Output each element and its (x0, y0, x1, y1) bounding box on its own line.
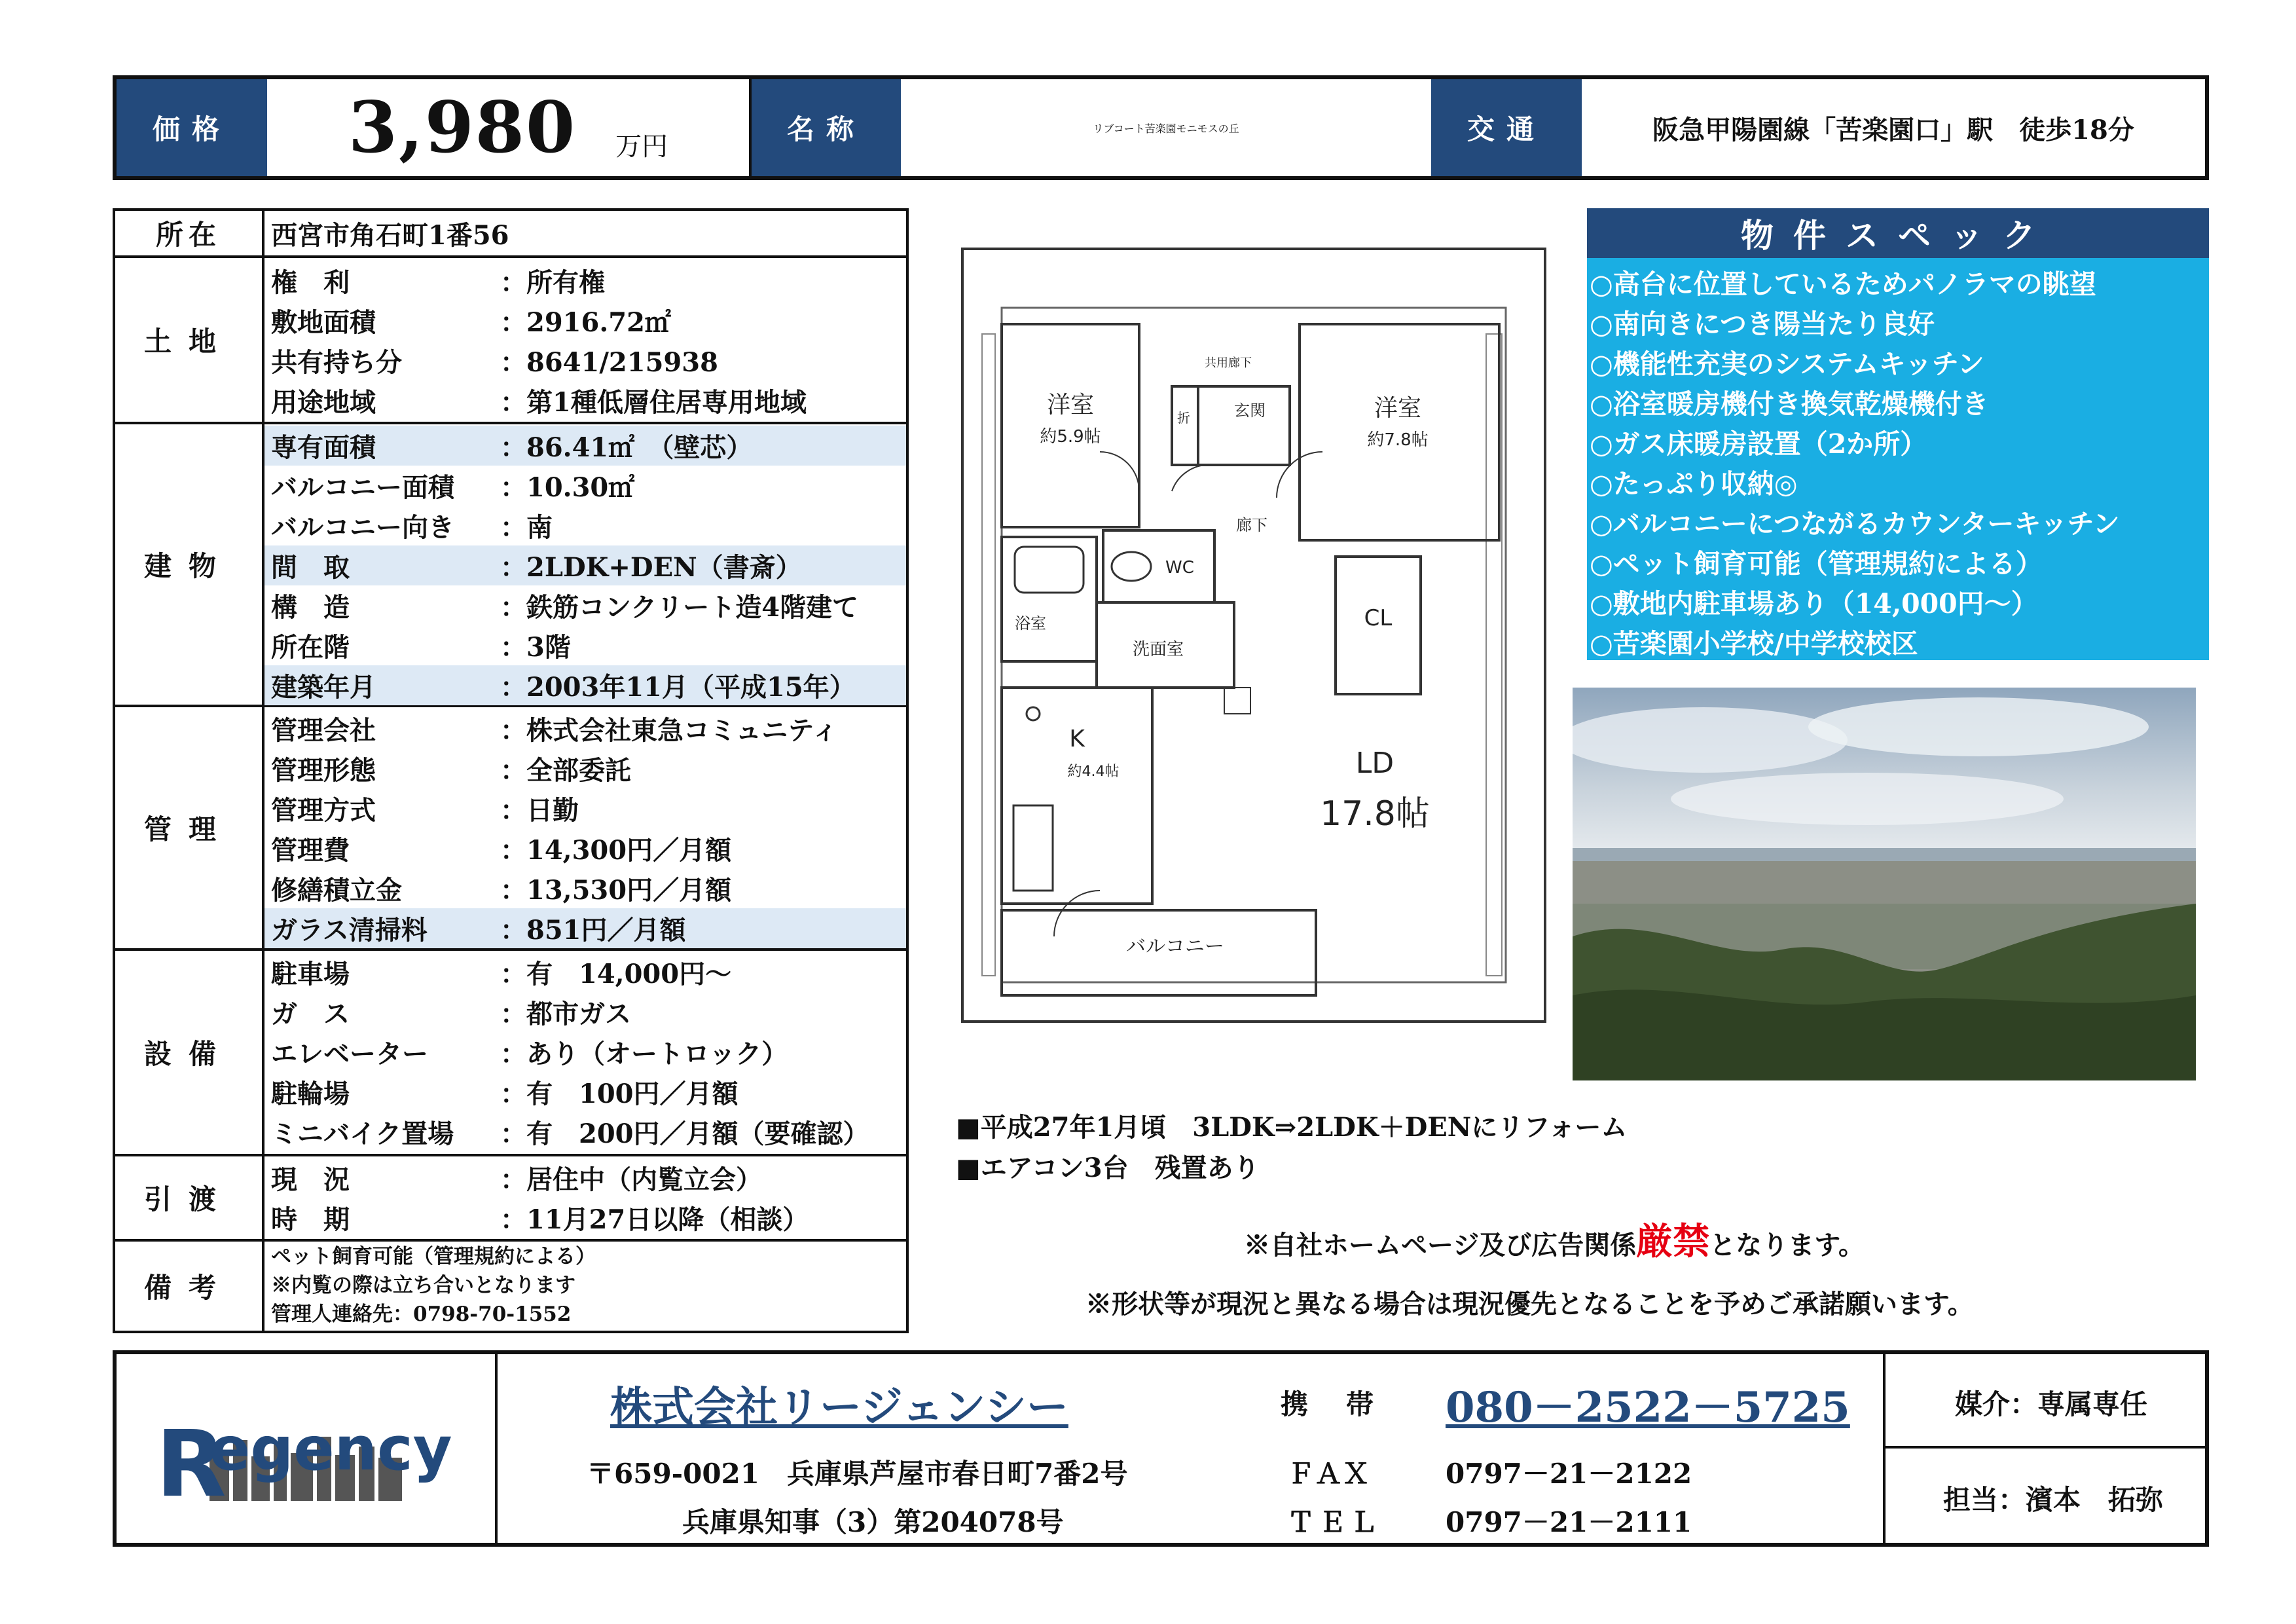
price-unit: 万円 (615, 132, 668, 162)
broker-type: 媒介：専属専任 (1955, 1388, 2148, 1420)
company-license: 兵庫県知事（3）第204078号 (682, 1506, 1064, 1538)
group-label: 設備 (115, 951, 264, 1154)
logo-text: egency (210, 1414, 452, 1484)
wc-wall (1103, 530, 1214, 602)
row-value: ：3階 (500, 632, 571, 663)
remark-line: ペット飼育可能（管理規約による） (271, 1245, 596, 1268)
group-remarks (115, 1242, 906, 1331)
note-ban-word: 厳禁 (1636, 1220, 1710, 1263)
balcony-label: バルコニー (1126, 935, 1224, 958)
access-value: 阪急甲陽園線「苦楽園口」駅 徒歩18分 (1582, 79, 2205, 176)
regency-logo (156, 1404, 457, 1509)
price-label: 価格 (117, 79, 267, 176)
name-label: 名称 (752, 79, 901, 176)
spec-list (1587, 258, 2209, 660)
row-value: ：第1種低層住居専用地域 (500, 387, 807, 418)
row-value: ：日勤 (500, 795, 579, 826)
room-east-size: 約7.8帖 (1367, 430, 1429, 450)
logo-initial: R (156, 1411, 227, 1509)
note-ban-post: となります。 (1709, 1230, 1865, 1261)
group-label: 管理 (115, 707, 264, 948)
group-equipment (115, 951, 906, 1156)
group-land (115, 258, 906, 424)
room-west-size: 約5.9帖 (1040, 427, 1101, 447)
row-key: 駐輪場 (271, 1079, 350, 1109)
location-row (115, 211, 906, 258)
tel-label: ＴＥＬ (1287, 1506, 1382, 1538)
washroom-label: 洗面室 (1133, 640, 1184, 659)
row-value: ：2003年11月（平成15年） (500, 672, 856, 703)
tel-number[interactable]: 0797－21－2111 (1446, 1506, 1692, 1538)
row-value: ：8641/215938 (500, 347, 718, 378)
header-bar (113, 75, 2209, 180)
plan-outer-wall (962, 249, 1545, 1022)
company-name[interactable]: 株式会社リージェンシー (610, 1383, 1068, 1432)
spec-title: 物件スペック (1587, 208, 2209, 258)
fax-number: 0797－21－2122 (1446, 1458, 1692, 1490)
spec-item: ○敷地内駐車場あり（14,000円～） (1590, 588, 2038, 619)
group-label: 備考 (115, 1242, 264, 1331)
spec-item: ○機能性充実のシステムキッチン (1590, 348, 1984, 380)
spec-item: ○ペット飼育可能（管理規約による） (1590, 548, 2043, 580)
group-management (115, 707, 906, 951)
row-value: ：全部委託 (500, 755, 631, 786)
room-west-label: 洋室 (1046, 392, 1095, 418)
row-key: 敷地面積 (271, 307, 376, 338)
spec-item: ○バルコニーにつながるカウンターキッチン (1590, 508, 2120, 540)
row-key: 時 期 (271, 1204, 350, 1235)
location-label: 所在 (115, 211, 264, 255)
note-reform: ■平成27年1月頃 3LDK⇒2LDK＋DENにリフォーム (956, 1112, 1628, 1143)
kitchen-label: K (1069, 726, 1085, 752)
cloud (1808, 697, 2149, 756)
spec-item: ○南向きにつき陽当たり良好 (1590, 308, 1935, 340)
floor-plan (956, 216, 1558, 1054)
spec-item: ○苦楽園小学校/中学校校区 (1590, 628, 1918, 659)
note-aircon: ■エアコン3台 残置あり (956, 1153, 1260, 1183)
entrance-wall (1172, 386, 1290, 465)
row-value: ：居住中（内覧立会） (500, 1164, 762, 1195)
row-key: ガ ス (271, 999, 350, 1029)
row-key: 建築年月 (271, 672, 376, 703)
hall-label: 廊下 (1236, 516, 1267, 534)
spec-item: ○浴室暖房機付き換気乾燥機付き (1590, 388, 1989, 420)
row-key: 権 利 (271, 267, 350, 298)
spec-item: ○たっぷり収納◎ (1590, 468, 1798, 500)
divider (1883, 1354, 1886, 1543)
group-handover (115, 1156, 906, 1242)
bath-label: 浴室 (1015, 614, 1046, 633)
spec-item: ○高台に位置しているためパノラマの眺望 (1590, 268, 2096, 300)
stove (1013, 805, 1053, 891)
row-key: 管理費 (271, 835, 350, 866)
row-value: ：所有権 (500, 267, 605, 298)
row-value: ：有 14,000円～ (500, 959, 732, 989)
room-west-wall (1002, 324, 1139, 527)
note-priority: ※形状等が現況と異なる場合は現況優先となることを予めご承諾願います。 (1085, 1289, 1974, 1320)
row-value: ：南 (500, 512, 553, 543)
row-key: バルコニー面積 (271, 472, 454, 503)
row-key: ミニバイク置場 (271, 1118, 454, 1149)
cloud (1671, 773, 2064, 825)
remark-line: 管理人連絡先：0798-70-1552 (271, 1302, 572, 1326)
group-label: 建物 (115, 424, 264, 705)
spec-box (1587, 208, 2209, 660)
row-key: 駐車場 (271, 959, 350, 989)
wc-label: WC (1165, 558, 1194, 578)
ld-size: 17.8帖 (1320, 794, 1430, 834)
entrance-label: 玄関 (1234, 401, 1266, 420)
access-label: 交通 (1431, 79, 1582, 176)
row-key: 所在階 (271, 632, 350, 663)
note-ban-pre: ※自社ホームページ及び広告関係 (1244, 1230, 1637, 1261)
row-value: ：13,530円／月額 (500, 875, 732, 906)
row-key: 修繕積立金 (271, 875, 402, 906)
row-value: ：10.30㎡ (500, 472, 635, 503)
row-value: ：2916.72㎡ (500, 307, 671, 338)
row-value: ：有 200円／月額（要確認） (500, 1118, 869, 1149)
row-key: 現 況 (271, 1164, 350, 1195)
location-value: 西宮市角石町1番56 (271, 219, 509, 251)
row-key: 管理方式 (271, 795, 376, 826)
view-photo (1573, 688, 2196, 1080)
row-value: ：あり（オートロック） (500, 1039, 788, 1069)
price-cell (267, 79, 752, 176)
row-key: 構 造 (271, 592, 350, 623)
staff-name: 担当：濱本 拓弥 (1943, 1484, 2164, 1516)
company-address: 〒659-0021 兵庫県芦屋市春日町7番2号 (587, 1458, 1128, 1490)
kitchen-size: 約4.4帖 (1067, 764, 1120, 780)
group-label: 引渡 (115, 1156, 264, 1239)
washer-space (1224, 688, 1250, 714)
divider (1883, 1446, 2205, 1449)
remark-line: ※内覧の際は立ち合いとなります (271, 1274, 575, 1297)
common-hall-label: 共用廊下 (1205, 356, 1252, 370)
row-key: 管理形態 (271, 755, 376, 786)
price-value: 3,980 (348, 86, 577, 169)
row-key: 共有持ち分 (271, 347, 402, 378)
row-key: エレベーター (271, 1039, 428, 1069)
row-value: ：86.41㎡ （壁芯） (500, 432, 753, 463)
row-value: ：鉄筋コンクリート造4階建て (500, 592, 859, 623)
property-name: リブコート苦楽園モニモスの丘 (901, 79, 1431, 176)
mobile-number[interactable]: 080－2522－5725 (1446, 1383, 1850, 1432)
spec-item: ○ガス床暖房設置（2か所） (1590, 428, 1927, 460)
row-key: 間 取 (271, 552, 350, 583)
ld-label: LD (1355, 747, 1394, 780)
door-swing (1100, 452, 1139, 491)
row-value: ：有 100円／月額 (500, 1079, 738, 1109)
note-ban (1244, 1213, 1865, 1265)
bath-wall (1002, 537, 1097, 661)
mobile-label: 携 帯 (1281, 1388, 1379, 1420)
fold-label: 折 (1177, 410, 1190, 426)
door-swing (1172, 465, 1211, 491)
fax-label: ＦＡＸ (1287, 1458, 1370, 1490)
sink (1027, 707, 1040, 720)
closet-label: CL (1364, 605, 1393, 631)
row-key: 管理会社 (271, 715, 376, 746)
row-key: ガラス清掃料 (271, 915, 428, 946)
row-key: 用途地域 (271, 387, 376, 418)
group-building (115, 424, 906, 707)
row-value: ：株式会社東急コミュニティ (500, 715, 838, 746)
row-value: ：11月27日以降（相談） (500, 1204, 809, 1235)
plan-left-pipe (982, 334, 995, 976)
room-east-label: 洋室 (1374, 395, 1422, 422)
row-key: 専有面積 (271, 432, 376, 463)
row-key: バルコニー向き (271, 512, 454, 543)
group-label: 土地 (115, 258, 264, 422)
door-swing (1054, 891, 1100, 936)
bathtub (1015, 547, 1084, 593)
cloud (1573, 707, 1848, 773)
row-value: ：2LDK+DEN（書斎） (500, 552, 802, 583)
row-value: ：14,300円／月額 (500, 835, 732, 866)
trees-front (1573, 989, 2196, 1080)
row-value: ：都市ガス (500, 999, 631, 1029)
footer (113, 1350, 2209, 1547)
toilet (1112, 552, 1151, 581)
kitchen-wall (1002, 688, 1152, 904)
spec-table (113, 208, 909, 1333)
divider (495, 1354, 498, 1543)
row-value: ：851円／月額 (500, 915, 686, 946)
